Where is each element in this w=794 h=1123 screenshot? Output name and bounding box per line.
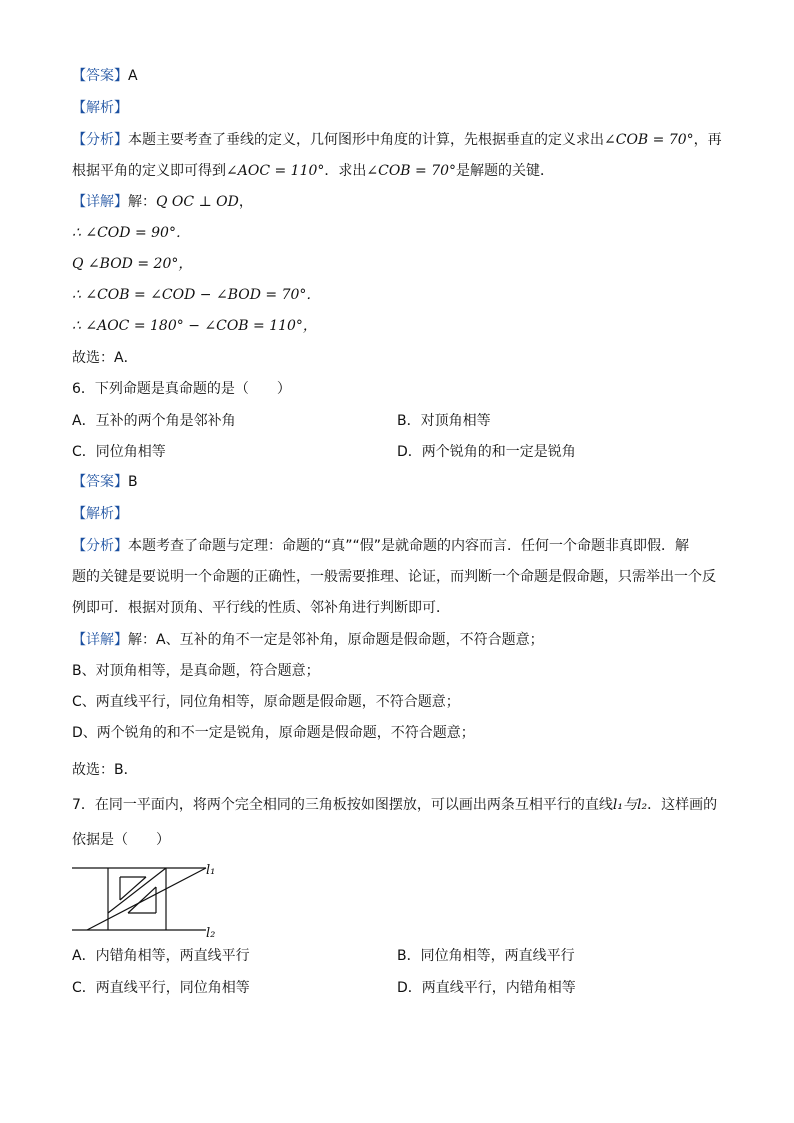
q6-analysis-heading xyxy=(72,504,128,524)
q6-detail-line-3: C、两直线平行，同位角相等，原命题是假命题，不符合题意； xyxy=(72,694,460,710)
q7-figure xyxy=(70,857,230,939)
q5-analysis-heading xyxy=(72,98,128,118)
q5-step-5: ∴ ∠AOC = 180° − ∠COB = 110°， xyxy=(72,318,317,334)
answer-tag: 【答案】 xyxy=(72,68,128,84)
math-expression: Q OC ⊥ OD xyxy=(156,194,239,210)
fenxi-text: 是解题的关键． xyxy=(456,163,555,179)
label-l2: l₂ xyxy=(206,926,216,939)
label-l1: l₁ xyxy=(206,863,216,878)
analysis-tag: 【解析】 xyxy=(72,100,128,116)
q7-option-b: B．同位角相等，两直线平行 xyxy=(397,948,575,964)
answer-value: A xyxy=(128,68,138,84)
fenxi-text: 根据平角的定义即可得到 xyxy=(72,163,226,179)
fenxi-tag: 【分析】 xyxy=(72,538,128,554)
q6-detail-line-4: D、两个锐角的和不一定是锐角，原命题是假命题，不符合题意； xyxy=(72,725,475,741)
q6-option-d: D．两个锐角的和一定是锐角 xyxy=(397,444,576,460)
math-expression: ∠COB = 70° xyxy=(366,163,457,179)
q6-detail-line-2: B、对顶角相等，是真命题，符合题意； xyxy=(72,663,320,679)
fenxi-text: 本题主要考查了垂线的定义，几何图形中角度的计算，先根据垂直的定义求出 xyxy=(128,132,604,148)
fenxi-text: ．求出 xyxy=(324,163,367,179)
q6-option-c: C．同位角相等 xyxy=(72,444,166,460)
q6-fenxi-line-3: 例即可．根据对顶角、平行线的性质、邻补角进行判断即可． xyxy=(72,600,450,616)
math-expression: ∠AOC = 110° xyxy=(226,163,325,179)
detail-tag: 【详解】 xyxy=(72,632,128,648)
triangle-2-edge xyxy=(87,868,206,930)
q7-stem-line-2: 依据是（ ） xyxy=(72,832,170,848)
q5-answer-line xyxy=(72,66,138,86)
q6-stem: 6．下列命题是真命题的是（ ） xyxy=(72,381,291,397)
detail-text: 解：A、互补的角不一定是邻补角，原命题是假命题，不符合题意； xyxy=(128,632,544,648)
q5-step-4: ∴ ∠COB = ∠COD − ∠BOD = 70°． xyxy=(72,287,321,303)
q5-step-3: Q ∠BOD = 20°， xyxy=(72,256,193,272)
fenxi-tag: 【分析】 xyxy=(72,132,128,148)
detail-text: 解： xyxy=(128,194,156,210)
triangle-1-inner-edge xyxy=(120,877,146,900)
q5-fenxi-line-1 xyxy=(72,130,722,150)
q7-stem-line-1 xyxy=(72,795,717,815)
analysis-tag: 【解析】 xyxy=(72,506,128,522)
q6-fenxi-line-2: 题的关键是要说明一个命题的正确性，一般需要推理、论证，而判断一个命题是假命题，只需举出一个反 xyxy=(72,569,716,585)
detail-text: ， xyxy=(238,194,253,210)
triangle-2-inner-edge xyxy=(128,887,156,913)
q5-fenxi-line-2 xyxy=(72,161,554,181)
q6-choose: 故选：B． xyxy=(72,762,138,778)
q6-option-a: A．互补的两个角是邻补角 xyxy=(72,413,236,429)
q7-option-a: A．内错角相等，两直线平行 xyxy=(72,948,250,964)
q5-detail-line-1 xyxy=(72,192,253,212)
q6-fenxi-line-1 xyxy=(72,536,689,556)
q6-answer-line xyxy=(72,472,138,492)
fenxi-text: 本题考查了命题与定理：命题的“真”“假”是就命题的内容而言．任何一个命题非真即假．解 xyxy=(128,538,690,554)
q6-detail-line-1 xyxy=(72,630,544,650)
q5-choose: 故选：A． xyxy=(72,350,138,366)
answer-value: B xyxy=(128,474,138,490)
math-expression: l₁与l₂ xyxy=(612,797,648,813)
answer-tag: 【答案】 xyxy=(72,474,128,490)
stem-text: 7．在同一平面内，将两个完全相同的三角板按如图摆放，可以画出两条互相平行的直线 xyxy=(72,797,613,813)
q7-option-d: D．两直线平行，内错角相等 xyxy=(397,980,576,996)
math-expression: ∠COB = 70° xyxy=(604,132,694,148)
q6-option-b: B．对顶角相等 xyxy=(397,413,491,429)
detail-tag: 【详解】 xyxy=(72,194,128,210)
q7-option-c: C．两直线平行，同位角相等 xyxy=(72,980,250,996)
fenxi-text: ，再 xyxy=(693,132,722,148)
stem-text: ．这样画的 xyxy=(647,797,718,813)
q5-step-2: ∴ ∠COD = 90°． xyxy=(72,225,190,241)
triangle-1-edge xyxy=(108,868,166,913)
